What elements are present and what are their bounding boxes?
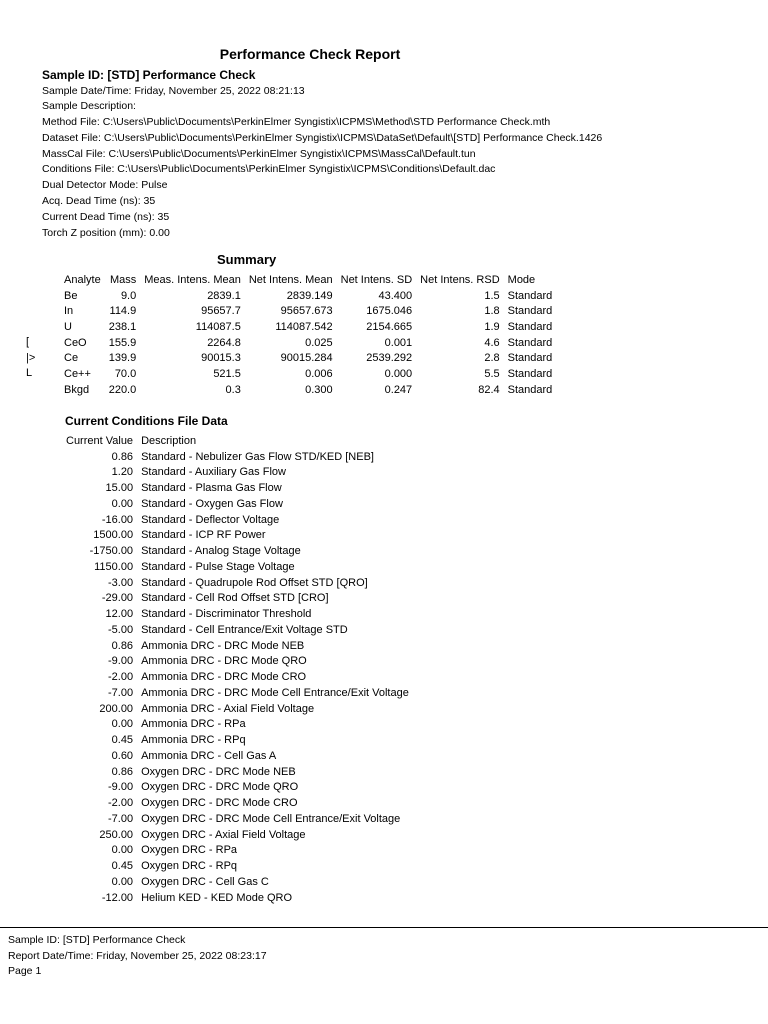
table-row	[62, 764, 413, 780]
header-line: Method File: C:\Users\Public\Documents\PerkinElmer Syngistix\ICPMS\Method\STD Performance Check.mth	[42, 116, 551, 129]
footer-line: Page 1	[8, 965, 42, 977]
table-row	[62, 543, 413, 559]
summary-col-header: Mass	[109, 273, 137, 286]
summary-col-header: Analyte	[64, 273, 101, 286]
condition-description: Oxygen DRC - RPq	[141, 860, 238, 873]
table-cell: 1.8	[484, 305, 500, 318]
condition-value: 0.86	[111, 765, 134, 778]
footer-line: Sample ID: [STD] Performance Check	[8, 934, 186, 946]
table-cell: Standard	[507, 289, 553, 302]
condition-value: 200.00	[99, 702, 134, 715]
table-cell: 95657.673	[280, 305, 333, 318]
condition-description: Standard - Analog Stage Voltage	[141, 545, 301, 558]
table-cell: 2154.665	[366, 320, 413, 333]
table-row	[62, 780, 413, 796]
bracket-middle: |>	[26, 352, 36, 364]
table-cell: 220.0	[108, 383, 137, 396]
table-row	[60, 303, 556, 319]
table-row	[62, 496, 413, 512]
table-row	[62, 748, 413, 764]
table-cell: Be	[64, 289, 78, 302]
conditions-header-row	[62, 433, 413, 449]
footer-line: Report Date/Time: Friday, November 25, 2022 08:23:17	[8, 949, 267, 962]
table-cell: In	[64, 305, 74, 318]
condition-description: Standard - Plasma Gas Flow	[141, 482, 282, 495]
summary-col-header: Meas. Intens. Mean	[144, 273, 241, 286]
table-cell: Standard	[507, 367, 553, 380]
table-row	[62, 480, 413, 496]
summary-table	[60, 272, 556, 398]
table-row	[62, 874, 413, 890]
table-cell: Standard	[507, 383, 553, 396]
table-row	[62, 654, 413, 670]
condition-description: Ammonia DRC - RPq	[141, 734, 246, 747]
table-cell: 0.000	[384, 367, 413, 380]
table-cell: 1.9	[484, 320, 500, 333]
condition-description: Standard - Discriminator Threshold	[141, 608, 312, 621]
table-cell: Ce	[64, 352, 79, 365]
page-footer	[8, 933, 267, 980]
table-row	[62, 559, 413, 575]
condition-description: Ammonia DRC - RPa	[141, 718, 246, 731]
header-line: Current Dead Time (ns): 35	[42, 210, 170, 223]
table-cell: 82.4	[478, 383, 500, 396]
table-cell: 0.3	[225, 383, 241, 396]
condition-description: Oxygen DRC - Axial Field Voltage	[141, 828, 306, 841]
table-row	[62, 843, 413, 859]
table-cell: 0.025	[305, 336, 333, 349]
condition-value: -1750.00	[89, 545, 134, 558]
condition-value: -9.00	[107, 655, 134, 668]
table-row	[62, 575, 413, 591]
condition-value: 0.45	[111, 734, 134, 747]
condition-description: Ammonia DRC - Axial Field Voltage	[141, 702, 315, 715]
table-cell: 1.5	[484, 289, 500, 302]
table-cell: 9.0	[120, 289, 137, 302]
table-cell: Standard	[507, 305, 553, 318]
sample-id: Sample ID: [STD] Performance Check	[42, 68, 256, 82]
conditions-header-value: Current Value	[66, 434, 134, 447]
header-line: Conditions File: C:\Users\Public\Documents\PerkinElmer Syngistix\ICPMS\Conditions\Default.dac	[42, 163, 496, 176]
header-line: Sample Description:	[42, 100, 136, 113]
table-cell: 238.1	[108, 320, 137, 333]
table-row	[62, 449, 413, 465]
footer-divider	[0, 927, 768, 928]
condition-description: Oxygen DRC - RPa	[141, 844, 238, 857]
condition-description: Oxygen DRC - Cell Gas C	[141, 875, 269, 888]
table-cell: CeO	[64, 336, 87, 349]
table-cell: U	[64, 320, 72, 333]
conditions-table	[62, 433, 413, 906]
condition-value: -7.00	[107, 812, 134, 825]
table-cell: Standard	[507, 336, 553, 349]
table-cell: 4.6	[484, 336, 500, 349]
summary-col-header: Net Intens. Mean	[248, 273, 333, 286]
conditions-header-description: Description	[141, 434, 197, 447]
table-row	[60, 335, 556, 351]
condition-description: Ammonia DRC - DRC Mode QRO	[141, 655, 307, 668]
table-cell: 139.9	[108, 352, 137, 365]
header-line: Acq. Dead Time (ns): 35	[42, 195, 156, 208]
table-cell: Standard	[507, 320, 553, 333]
table-row	[62, 717, 413, 733]
table-row	[60, 288, 556, 304]
condition-description: Ammonia DRC - DRC Mode NEB	[141, 639, 305, 652]
condition-value: -2.00	[107, 797, 134, 810]
condition-description: Standard - Oxygen Gas Flow	[141, 497, 283, 510]
table-row	[62, 528, 413, 544]
condition-description: Standard - Deflector Voltage	[141, 513, 280, 526]
header-line: Dataset File: C:\Users\Public\Documents\PerkinElmer Syngistix\ICPMS\DataSet\Default\[STD] Performance Check.1426	[42, 131, 603, 144]
condition-value: -7.00	[107, 686, 134, 699]
table-cell: 90015.3	[201, 352, 241, 365]
condition-value: -9.00	[107, 781, 134, 794]
table-cell: Ce++	[64, 367, 91, 380]
table-row	[62, 685, 413, 701]
header-lines	[42, 84, 602, 242]
table-row	[60, 350, 556, 366]
table-row	[62, 465, 413, 481]
table-row	[62, 591, 413, 607]
table-cell: 0.001	[384, 336, 413, 349]
header-line: Sample Date/Time: Friday, November 25, 2022 08:21:13	[42, 84, 305, 97]
table-cell: 95657.7	[201, 305, 241, 318]
report-header	[42, 68, 602, 241]
condition-value: -5.00	[107, 623, 134, 636]
condition-description: Standard - Pulse Stage Voltage	[141, 560, 295, 573]
condition-value: 1150.00	[94, 560, 134, 573]
condition-description: Standard - Auxiliary Gas Flow	[141, 466, 286, 479]
table-cell: Standard	[507, 352, 553, 365]
table-cell: Bkgd	[64, 383, 90, 396]
table-row	[60, 382, 556, 398]
table-cell: 70.0	[114, 367, 137, 380]
table-row	[62, 701, 413, 717]
table-cell: 521.5	[213, 367, 241, 380]
condition-value: 0.86	[111, 450, 134, 463]
condition-value: 1.20	[111, 466, 134, 479]
condition-value: 0.00	[111, 497, 134, 510]
bracket-bottom: L	[26, 367, 33, 379]
condition-value: 0.00	[111, 718, 134, 731]
table-cell: 2.8	[484, 352, 500, 365]
condition-value: 1500.00	[93, 529, 134, 542]
condition-description: Ammonia DRC - Cell Gas A	[141, 749, 277, 762]
condition-value: 0.86	[111, 639, 134, 652]
header-line: MassCal File: C:\Users\Public\Documents\PerkinElmer Syngistix\ICPMS\MassCal\Default.tun	[42, 147, 476, 160]
report-title: Performance Check Report	[219, 46, 401, 62]
table-row	[62, 811, 413, 827]
condition-value: 12.00	[105, 608, 134, 621]
condition-description: Standard - Nebulizer Gas Flow STD/KED [NEB]	[141, 450, 374, 463]
condition-description: Standard - ICP RF Power	[141, 529, 266, 542]
conditions-title: Current Conditions File Data	[65, 414, 228, 428]
table-cell: 90015.284	[280, 352, 333, 365]
table-cell: 5.5	[484, 367, 500, 380]
condition-value: 0.60	[111, 749, 134, 762]
table-row	[62, 827, 413, 843]
condition-value: 15.00	[105, 482, 134, 495]
condition-description: Standard - Cell Entrance/Exit Voltage STD	[141, 623, 348, 636]
table-row	[62, 669, 413, 685]
condition-description: Ammonia DRC - DRC Mode Cell Entrance/Exit Voltage	[141, 686, 409, 699]
condition-description: Oxygen DRC - DRC Mode NEB	[141, 765, 296, 778]
condition-value: -2.00	[107, 671, 134, 684]
table-row	[62, 638, 413, 654]
condition-value: 0.45	[111, 860, 134, 873]
condition-value: -29.00	[101, 592, 134, 605]
summary-col-header: Mode	[507, 273, 536, 286]
summary-header-row	[60, 272, 556, 288]
table-row	[60, 366, 556, 382]
condition-value: -16.00	[101, 513, 134, 526]
table-row	[62, 890, 413, 906]
table-cell: 114087.542	[275, 320, 333, 333]
table-cell: 155.9	[108, 336, 137, 349]
table-row	[62, 795, 413, 811]
table-row	[62, 512, 413, 528]
condition-description: Oxygen DRC - DRC Mode Cell Entrance/Exit Voltage	[141, 812, 401, 825]
table-cell: 43.400	[378, 289, 413, 302]
bracket-top: [	[26, 336, 30, 348]
table-cell: 0.247	[384, 383, 413, 396]
table-row	[62, 622, 413, 638]
summary-title: Summary	[217, 252, 277, 267]
table-cell: 1675.046	[366, 305, 413, 318]
condition-description: Ammonia DRC - DRC Mode CRO	[141, 671, 307, 684]
table-cell: 2539.292	[366, 352, 413, 365]
table-row	[62, 606, 413, 622]
summary-col-header: Net Intens. RSD	[420, 273, 500, 286]
table-cell: 0.006	[305, 367, 333, 380]
table-cell: 2839.149	[286, 289, 333, 302]
header-line: Torch Z position (mm): 0.00	[42, 226, 170, 239]
condition-value: 250.00	[99, 828, 134, 841]
summary-col-header: Net Intens. SD	[340, 273, 413, 286]
condition-description: Standard - Cell Rod Offset STD [CRO]	[141, 592, 329, 605]
table-row	[62, 732, 413, 748]
condition-value: 0.00	[111, 875, 134, 888]
table-cell: 114.9	[109, 305, 137, 318]
condition-description: Oxygen DRC - DRC Mode CRO	[141, 797, 298, 810]
condition-value: -12.00	[101, 891, 134, 904]
table-row	[62, 858, 413, 874]
condition-description: Helium KED - KED Mode QRO	[141, 891, 293, 904]
condition-value: 0.00	[111, 844, 134, 857]
table-cell: 2839.1	[207, 289, 241, 302]
table-row	[60, 319, 556, 335]
table-cell: 0.300	[305, 383, 333, 396]
condition-value: -3.00	[107, 576, 134, 589]
table-cell: 114087.5	[195, 320, 241, 333]
table-cell: 2264.8	[207, 336, 241, 349]
header-line: Dual Detector Mode: Pulse	[42, 179, 168, 192]
condition-description: Oxygen DRC - DRC Mode QRO	[141, 781, 299, 794]
condition-description: Standard - Quadrupole Rod Offset STD [QRO]	[141, 576, 368, 589]
